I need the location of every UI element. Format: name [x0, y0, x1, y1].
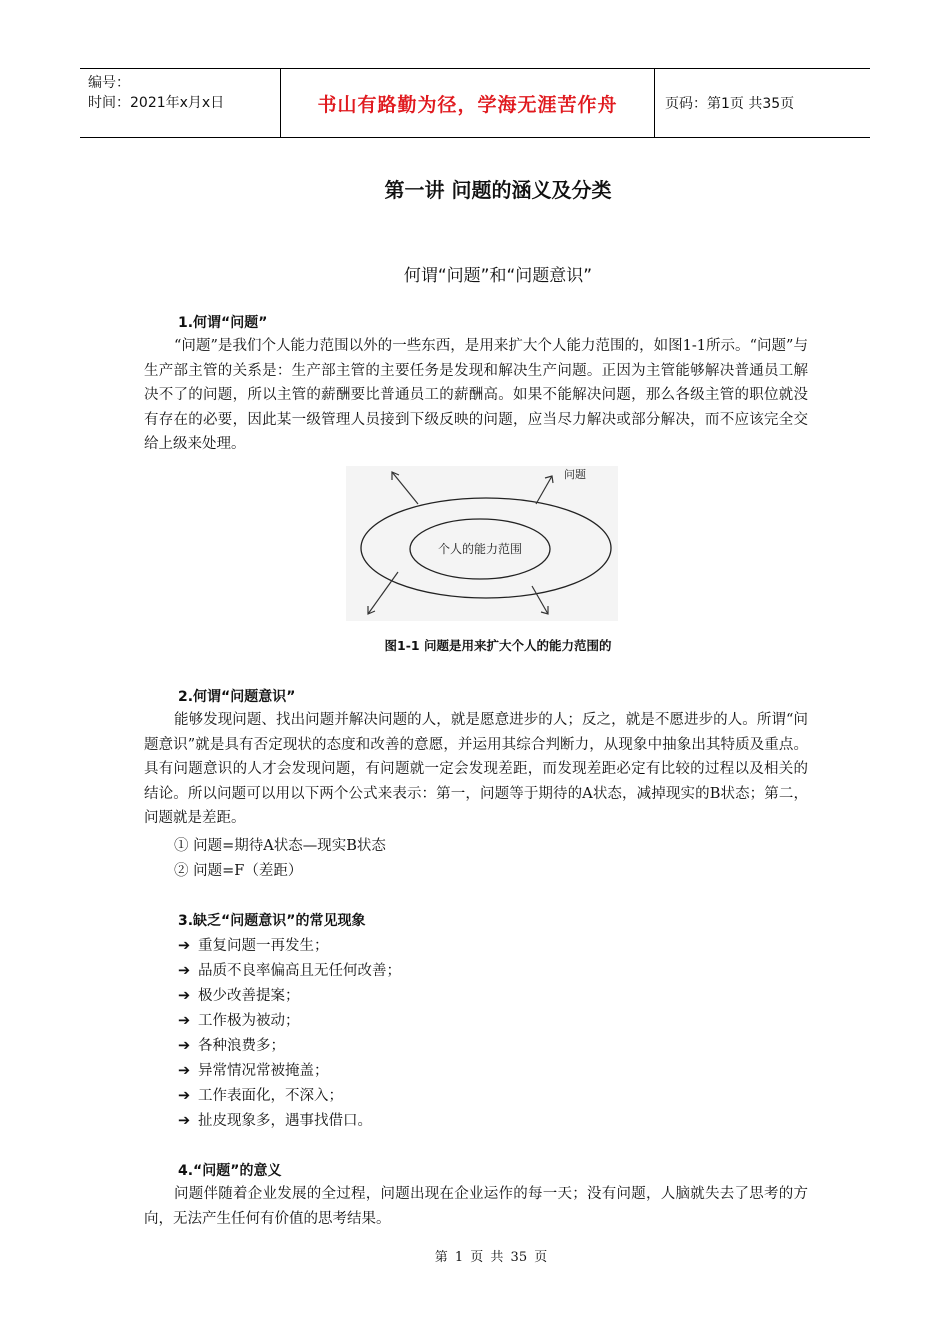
page-footer: 第 1 页 共 35 页: [434, 1250, 548, 1265]
figure-1-1: [346, 466, 618, 621]
list-item: ➔ 工作表面化，不深入；: [178, 1088, 343, 1104]
section-2-body: 能够发现问题、找出问题并解决问题的人，就是愿意进步的人；反之，就是不愿进步的人。所谓“问题意识”就是具有否定现状的态度和改善的意愿，并运用其综合判断力，从现象中抽象出其特质及重点。具有问题意识的人才会发现问题，有问题就一定会发现差距，而发现差距必定有比较的过程以及相关的结论。所以问题可以用以下两个公式来表示：第一，问题等于期待的A状态，减掉现实的B状态；第二，问题就是差距。: [144, 712, 808, 826]
motto: 书山有路勤为径，学海无涯苦作舟: [280, 69, 655, 137]
arrow-right-icon: ➔: [178, 1113, 191, 1129]
section-2-heading: 2.何谓“问题意识”: [178, 689, 296, 705]
label-problem: 问题: [564, 468, 586, 481]
section-1-heading: 1.何谓“问题”: [178, 315, 268, 331]
list-item: ➔ 重复问题一再发生；: [178, 938, 329, 954]
arrow-right-icon: ➔: [178, 938, 191, 954]
arrow-right-icon: ➔: [178, 1038, 191, 1054]
list-item: ➔ 各种浪费多；: [178, 1038, 285, 1054]
header-left-cell: [80, 69, 280, 137]
arrow-right-icon: ➔: [178, 1013, 191, 1029]
lecture-title: 第一讲 问题的涵义及分类: [384, 178, 612, 202]
section-4-heading: 4.“问题”的意义: [178, 1163, 282, 1179]
arrow-right-icon: ➔: [178, 988, 191, 1004]
formula-2: ② 问题=F（差距）: [174, 863, 303, 879]
number-label: 编号：: [88, 75, 130, 91]
arrow-right-icon: ➔: [178, 1088, 191, 1104]
list-item: ➔ 工作极为被动；: [178, 1013, 300, 1029]
ability-diagram: [346, 466, 618, 621]
list-item: ➔ 极少改善提案；: [178, 988, 300, 1004]
section-1-body: “问题”是我们个人能力范围以外的一些东西，是用来扩大个人能力范围的，如图1-1所示。“问题”与生产部主管的关系是：生产部主管的主要任务是发现和解决生产问题。正因为主管能够解决普通员工解决不了的问题，所以主管的薪酬要比普通员工的薪酬高。如果不能解决问题，那么各级主管的职位就没有存在的必要，因此某一级管理人员接到下级反映的问题，应当尽力解决或部分解决，而不应该完全交给上级来处理。: [144, 338, 808, 452]
formula-1: ① 问题=期待A状态—现实B状态: [174, 838, 386, 854]
list-item: ➔ 异常情况常被掩盖；: [178, 1063, 329, 1079]
label-ability-range: 个人的能力范围: [437, 542, 523, 556]
time-label: 时间：2021年x月x日: [88, 95, 225, 111]
section-4-body: 问题伴随着企业发展的全过程，问题出现在企业运作的每一天；没有问题，人脑就失去了思考的方向，无法产生任何有价值的思考结果。: [144, 1186, 808, 1227]
section-title: 何谓“问题”和“问题意识”: [403, 266, 593, 286]
arrow-right-icon: ➔: [178, 1063, 191, 1079]
list-item: ➔ 扯皮现象多，遇事找借口。: [178, 1113, 372, 1129]
page-header: [80, 68, 870, 138]
arrow-right-icon: ➔: [178, 963, 191, 979]
figure-caption: 图1-1 问题是用来扩大个人的能力范围的: [384, 638, 612, 653]
page-number-label: 页码：第1页 共35页: [665, 96, 795, 112]
section-3-heading: 3.缺乏“问题意识”的常见现象: [178, 913, 366, 929]
list-item: ➔ 品质不良率偏高且无任何改善；: [178, 963, 401, 979]
